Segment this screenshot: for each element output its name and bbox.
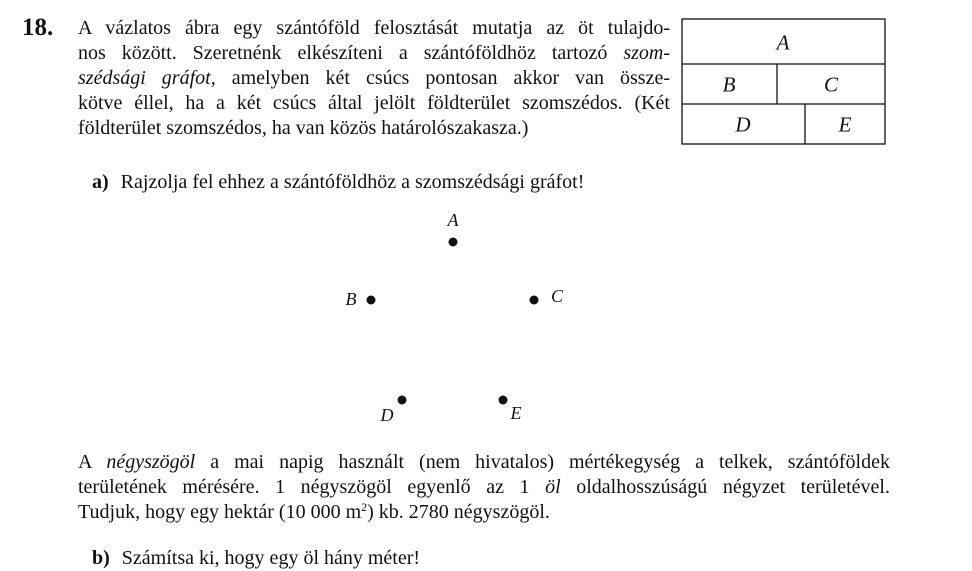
para-text: ) kb. 2780 négyszögöl.: [367, 501, 550, 523]
para-text: A: [78, 451, 107, 473]
part-a: [92, 171, 584, 194]
vertex-b-label: B: [345, 289, 357, 309]
intro-line-1: A vázlatos ábra egy szántóföld felosztását mutatja az öt tulajdo-: [78, 17, 670, 39]
field-label-e: E: [838, 112, 852, 137]
para-line-3: [78, 500, 890, 525]
intro-text: nos között. Szeretnénk elkészíteni a szántóföldhöz tartozó: [78, 42, 624, 64]
intro-line-5: földterület szomszédos, ha van közös határolószakasza.): [78, 117, 529, 139]
para-text: oldalhosszúságú négyzet területével.: [560, 476, 890, 498]
intro-italic: szom-: [623, 42, 670, 64]
intro-line-4: kötve éllel, ha a két csúcs által jelölt földterület szomszédos. (Két: [78, 92, 670, 114]
part-b-label: b): [92, 547, 110, 569]
intro-italic-term: szédsági gráfot: [78, 67, 211, 89]
intro-text: , amelyben két csúcs pontosan akkor van össze-: [210, 67, 671, 89]
vertex-a-label: A: [447, 210, 459, 230]
para-superscript: 2: [361, 500, 368, 514]
part-b: [92, 547, 420, 570]
intro-line-3: [78, 66, 670, 91]
field-label-c: C: [823, 72, 839, 97]
para-line-2: [78, 475, 890, 500]
part-a-text: Rajzolja fel ehhez a szántóföldhöz a szomszédsági gráfot!: [120, 171, 585, 193]
problem-number: 18.: [22, 14, 54, 41]
field-label-d: D: [735, 112, 751, 137]
field-label-b: B: [722, 72, 736, 97]
part-a-label: a): [92, 171, 109, 193]
vertex-b-dot: [367, 296, 376, 305]
vertex-e-label: E: [510, 403, 522, 423]
vertex-d-dot: [398, 396, 407, 405]
field-diagram: [681, 18, 886, 145]
intro-line-2: [78, 41, 670, 66]
para-italic-term: öl: [545, 476, 561, 498]
vertex-c-dot: [530, 296, 539, 305]
vertex-a-dot: [449, 238, 458, 247]
part-b-text: Számítsa ki, hogy egy öl hány méter!: [121, 547, 421, 569]
para-text: Tudjuk, hogy egy hektár (10 000 m: [78, 501, 362, 523]
problem-intro: [78, 16, 670, 141]
vertex-d-label: D: [380, 405, 394, 425]
field-label-a: A: [776, 30, 790, 55]
para-text: a mai napig használt (nem hivatalos) mértékegység a telkek, szántóföldek: [195, 451, 890, 473]
vertex-c-label: C: [550, 286, 564, 306]
para-italic-term: négyszögöl: [106, 451, 196, 473]
unit-paragraph: [78, 450, 890, 525]
para-text: területének mérésére. 1 négyszögöl egyenlő az 1: [78, 476, 546, 498]
vertex-e-dot: [499, 396, 508, 405]
para-line-1: [78, 450, 890, 475]
